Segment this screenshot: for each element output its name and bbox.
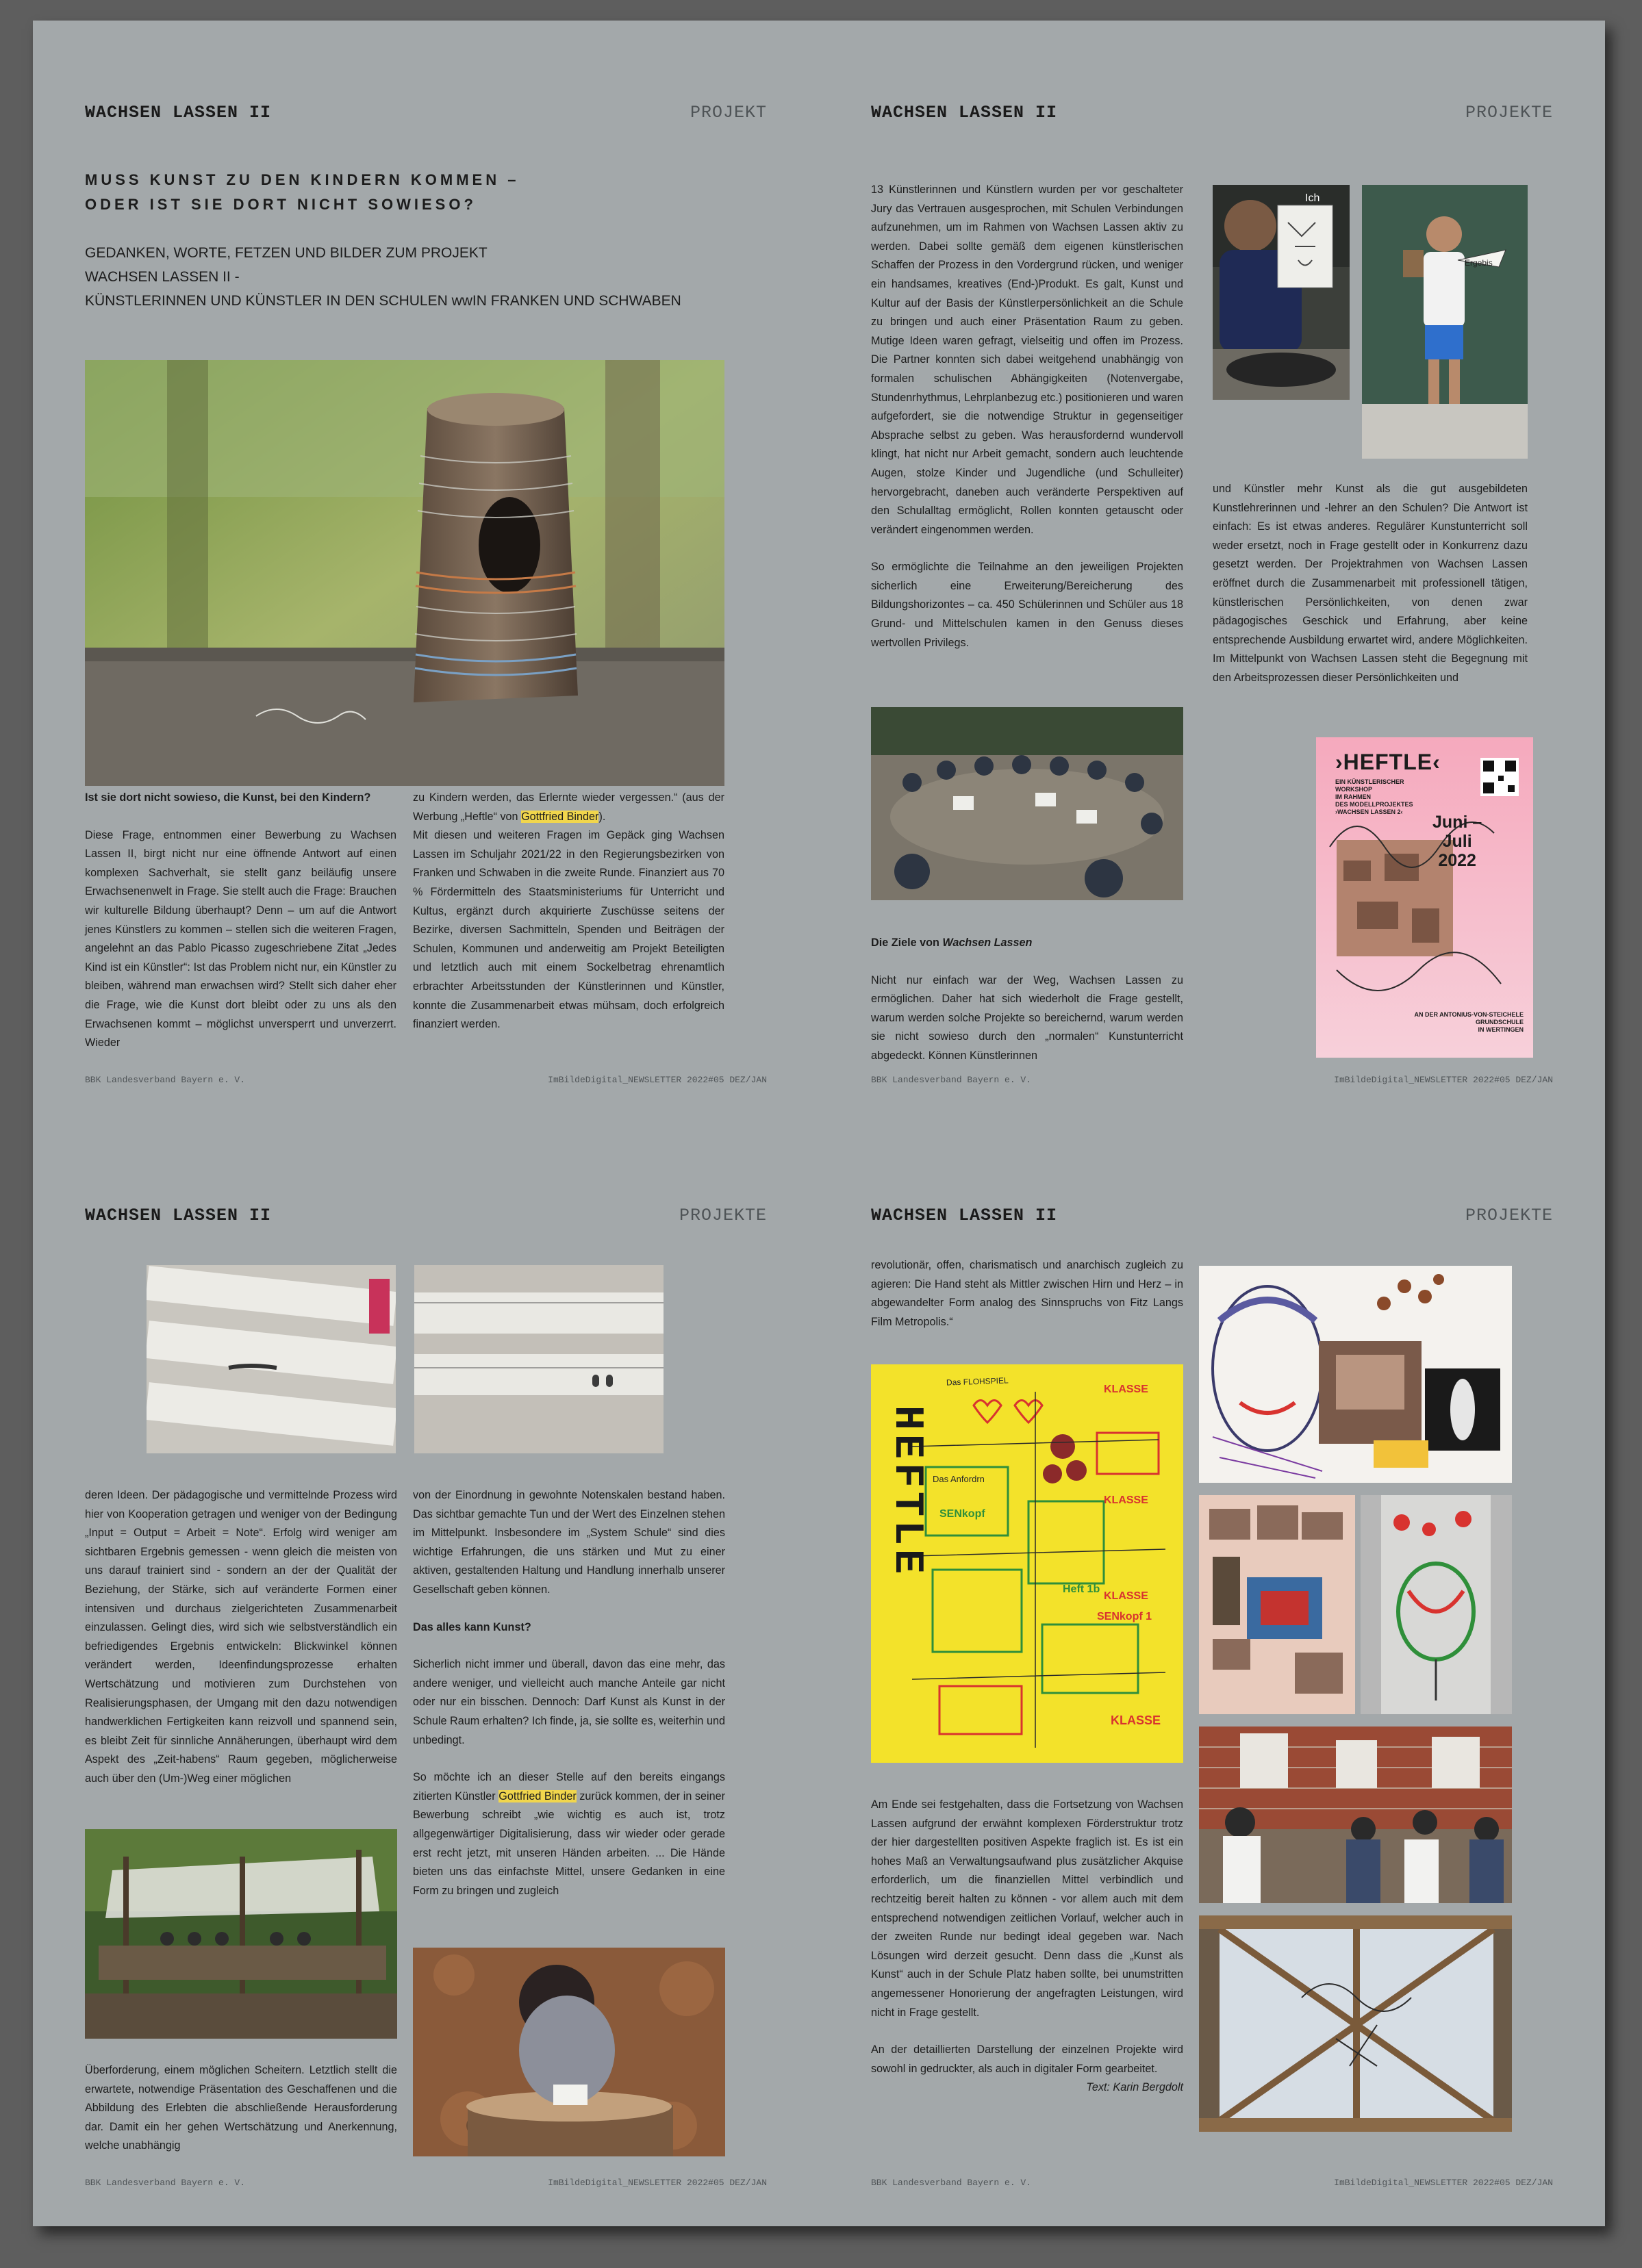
photo-sign-text: Ergebis	[1465, 258, 1493, 268]
body-paragraph: und Künstler mehr Kunst als die gut ausgebildeten Kunstlehrerinnen und -lehrer an den Schulen? Die Antwort ist einfach: Es ist etwas anderes. Regulärer Kunstunterricht soll weder ersetzt, noch in Frage gestellt oder in Konkurrenz dazu gesetzt werden. Der Projektrahmen von Wachsen Lassen eröffnet durch die Zusammenarbeit mit professionell tätigen, künstlerischen Persönlichkeiten, von denen zwar pädagogisches Geschick und Erfahrung, aber keine entsprechende Ausbildung erwartet wird, andere Möglichkeiten. Im Mittelpunkt von Wachsen Lassen steht die Begegnung mit den Arbeitsprozessen dieser Persönlichkeiten und	[1213, 483, 1528, 684]
photo-caption: Ist sie dort nicht sowieso, die Kunst, bei den Kindern?	[85, 791, 371, 804]
heftle-drawing	[871, 1364, 1183, 1763]
page-header-title: WACHSEN LASSEN II	[871, 1206, 1058, 1225]
collage-face	[1199, 1266, 1512, 1483]
text-column-bottom	[871, 1796, 1183, 2098]
page-1	[33, 21, 819, 1123]
text-column-right	[1213, 480, 1528, 688]
section-heading: Das alles kann Kunst?	[413, 1620, 531, 1633]
body-paragraph: von der Einordnung in gewohnte Notenskalen bestand haben. Das sichtbar gemachte Tun und der Wert des Einzelnen stehen im Mittelpunkt. Insbesondere im „System Schule“ sind dies wichtige Erfahrungen, die uns stärken und Mut zu einer aktiven, gestaltenden Haltung und Handlung innerhalb unserer Gesellschaft geben können.	[413, 1489, 725, 1596]
poster-date-line: Juli	[1442, 832, 1472, 851]
body-paragraph: An der detaillierten Darstellung der einzelnen Projekte wird sowohl in gedruckter, als auch in digitaler Form gearbeitet.	[871, 2043, 1183, 2075]
page-header-title: WACHSEN LASSEN II	[85, 103, 272, 123]
poster-school-line: GRUNDSCHULE	[1475, 1019, 1524, 1025]
poster-subtitle-line: EIN KÜNSTLERISCHER	[1335, 778, 1404, 785]
body-text: So möchte ich an dieser Stelle auf den bereits eingangs zitierten Künstler	[413, 1771, 725, 1802]
poster-dates	[1432, 813, 1482, 870]
body-paragraph: 13 Künstlerinnen und Künstlern wurden per vor geschalteter Jury das Vertrauen ausgesprochen, mit Schulen Verbindungen aufzunehmen, um im Rahmen von Wachsen Lassen aktiv zu werden. Dabei sollte gemäß dem eigenen künstlerischen Schaffen der Prozess in den Vordergrund rücken, und weniger ein handsames, kreatives (End-)Produkt. Es galt, Kunst und Kultur auf der Basis der Künstlerpersönlichkeit an die Schule zu bringen und auch einer Präsentation Raum zu geben. Mutige Ideen waren gefragt, vielseitig und offen im Prozess. Die Partner konnten sich dabei weitgehend unabhängig von formalen schulischen Abhängigkeiten (Notenvergabe, Stundenrhythmus, Lehrplanbezug etc.) positionieren und waren aufgefordert, sie die notwendige Struktur in gegenseitiger Absprache selbst zu geben. Was herausfordernd wundervoll klingt, hat nicht nur Arbeit gemacht, sondern auch leuchtende Augen, stolze Kinder und Jugendliche (und Schulleiter) hervorgebracht, daneben auch veränderte Perspektiven auf den Schulalltag ermöglicht, Rollen konnten getauscht oder verändert eingenommen werden.	[871, 183, 1183, 536]
page-header-title: WACHSEN LASSEN II	[85, 1206, 272, 1225]
footer-issue: ImBildeDigital_NEWSLETTER 2022#05 DEZ/JAN	[1334, 1075, 1553, 1085]
photo-paper-strips-2	[414, 1265, 664, 1453]
heftle-scribble: Das Anfordrn	[933, 1474, 985, 1484]
spread-sheet	[33, 21, 1605, 2226]
text-column-left-bottom	[871, 934, 1183, 1066]
photo-children-brick-wall	[1199, 1727, 1512, 1903]
photo-glass-roof	[1199, 1915, 1512, 2132]
text-column-left-bottom	[85, 2061, 397, 2156]
body-paragraph	[413, 789, 724, 826]
poster-subtitle-line: DES MODELLPROJEKTES	[1335, 801, 1413, 808]
photo-paper-strips-1	[147, 1265, 396, 1453]
photo-child-with-drawing	[1213, 185, 1350, 400]
article-title-line: MUSS KUNST ZU DEN KINDERN KOMMEN –	[85, 171, 520, 188]
body-paragraph: Am Ende sei festgehalten, dass die Fortsetzung von Wachsen Lassen aufgrund der erwähnt komplexen Förderstruktur trotz der hier dargestellten positiven Aspekte fraglich ist. Es ist ein hohes Maß an Verwaltungsaufwand plus zusätzlicher Akquise erforderlich, um die finanziellen Mittel verbindlich und rechtzeitig bereit halten zu können - vor allem auch mit dem entsprechend notwendigen zeitlichen Vorlauf, welcher auch in der zweiten Runde nur bedingt ideal gegeben war. Nach Lösungen wird derzeit gesucht. Denn dass die „Kunst als Kunst“ auch in der Schule Platz haben sollte, bei unumstritten angemessener Honorierung der angefragten Leistungen, wird nicht in Frage gestellt.	[871, 1798, 1183, 2019]
page-3	[33, 1123, 819, 2226]
photo-boy-at-blackboard	[1362, 185, 1528, 459]
photo-wood-structure	[85, 1829, 397, 2039]
page-header-section: PROJEKT	[690, 103, 767, 123]
footer-publisher: BBK Landesverband Bayern e. V.	[85, 2178, 246, 2188]
text-column-top	[871, 1256, 1183, 1332]
body-text: zurück kommen, der in seiner Bewerbung schreibt „wie wichtig es auch ist, trotz allgegenwärtiger Digitalisierung, dass wir wieder oder gerade erst recht jetzt, mit unseren Händen arbeiten. ... Die Hände bieten uns das einfachste Mittel, unsere Gedanken in eine Form zu bringen und zugleich	[413, 1789, 725, 1897]
article-subtitle-line: GEDANKEN, WORTE, FETZEN UND BILDER ZUM PROJEKT	[85, 245, 488, 261]
poster-subtitle-line: IM RAHMEN	[1335, 793, 1371, 800]
heftle-scribble: KLASSE	[1104, 1384, 1148, 1395]
article-title	[85, 168, 519, 217]
text-column-left	[85, 1486, 397, 1789]
heftle-scribble: SENkopf	[939, 1508, 985, 1520]
quote-text: zu Kindern werden, das Erlernte wieder vergessen.“ (aus der Werbung „Heftle“ von	[413, 791, 724, 823]
text-column-right	[413, 789, 724, 1034]
heftle-scribble: KLASSE	[1104, 1494, 1148, 1506]
article-title-line: ODER IST SIE DORT NICHT SOWIESO?	[85, 196, 477, 213]
heftle-scribble: SENkopf 1	[1097, 1611, 1152, 1622]
body-paragraph	[413, 1768, 725, 1900]
footer-issue: ImBildeDigital_NEWSLETTER 2022#05 DEZ/JAN	[548, 2178, 767, 2188]
article-subtitle-line: WACHSEN LASSEN II -	[85, 269, 240, 285]
text-credit: Text: Karin Bergdolt	[1086, 2081, 1183, 2094]
footer-publisher: BBK Landesverband Bayern e. V.	[85, 1075, 246, 1085]
page-header-section: PROJEKTE	[1465, 103, 1553, 123]
photo-wrapped-stump	[85, 360, 724, 786]
poster-school	[1414, 1011, 1524, 1034]
heftle-scribble: Heft 1b	[1063, 1583, 1100, 1595]
photo-badge-text: Ich	[1305, 192, 1320, 204]
page-4	[819, 1123, 1605, 2226]
poster-subtitle-line: ›WACHSEN LASSEN 2‹	[1335, 808, 1403, 815]
section-heading-emphasis: Wachsen Lassen	[942, 936, 1033, 949]
footer-issue: ImBildeDigital_NEWSLETTER 2022#05 DEZ/JAN	[548, 1075, 767, 1085]
page-header-title: WACHSEN LASSEN II	[871, 103, 1058, 123]
page-header-section: PROJEKTE	[679, 1206, 767, 1225]
article-subtitle-line: KÜNSTLERINNEN UND KÜNSTLER IN DEN SCHULEN wwIN FRANKEN UND SCHWABEN	[85, 293, 681, 309]
artist-name-highlight: Gottfried Binder	[521, 810, 599, 823]
body-paragraph: deren Ideen. Der pädagogische und vermittelnde Prozess wird hier von Kooperation getragen und weniger von der Bedingung „Input = Output = Arbeit = Note“. Erfolg wird weniger am sichtbaren Ergebnis gemessen - wenn gleich die meisten von uns darauf trainiert sind - sondern an der der Qualität der Beziehung, der Stärke, sich auf veränderte Formen einer intensiven und durchaus zielgerichteten Zusammenarbeit einzulassen. Gelingt dies, wird sich wie selbstverständlich ein befriedigendes Ergebnis entwickeln: Blickwinkel können verändert werden, Ideenfindungsprozesse erhalten Wertschätzung und motivieren zum Durchstehen von Realisierungsphasen, der Umgang mit den dazu notwendigen handwerklichen Fertigkeiten kann reizvoll und spannend sein, es bleibt Zeit für sinnliche Annäherungen, überhaupt wird dem Aspekt des „Zeit-habens“ Raum gegeben, möglicherweise auch über den (Um-)Weg einer möglichen	[85, 1489, 397, 1785]
text-column-left	[871, 181, 1183, 652]
artist-name-highlight: Gottfried Binder	[498, 1789, 577, 1802]
quote-end: ).	[598, 810, 606, 823]
poster-date-line: Juni –	[1432, 813, 1482, 832]
body-paragraph: revolutionär, offen, charismatisch und anarchisch zugleich zu agieren: Die Hand steht als Mittler zwischen Hirn und Herz – in abgewandelter Form analog des Sinnspruchs von Fitz Langs Film Metropolis.“	[871, 1259, 1183, 1328]
photo-student-circle	[871, 707, 1183, 900]
body-paragraph: Diese Frage, entnommen einer Bewerbung zu Wachsen Lassen II, birgt nicht nur eine öffnende Antwort auf einen komplexen Sachverhalt, sie stellt ganz beiläufig unsere Erwachsenenwelt in Frage. Sie stellt auch die Frage: Brauchen wir kulturelle Bildung überhaupt? Denn – um auf die Antwort jenes Künstlers zu kommen – stellen sich die weiteren Fragen, angelehnt an das Pablo Picasso zugeschriebene Zitat „Jedes Kind ist ein Künstler“: Ist das Problem nicht nur, ein Künstler zu bleiben, während man erwachsen wird? Stellt sich daher eher die Frage, wie die Kunst dort bleibt oder zu uns als den Erwachsenen kommt – möglichst unversperrt und unverzerrt. Wieder	[85, 828, 396, 1049]
poster-subtitle-line: WORKSHOP	[1335, 786, 1372, 793]
photo-girl-writing	[413, 1948, 725, 2156]
heftle-vertical-title: HEFTLE	[883, 1405, 930, 1579]
footer-publisher: BBK Landesverband Bayern e. V.	[871, 2178, 1032, 2188]
heftle-scribble: Das FLOHSPIEL	[946, 1375, 1009, 1388]
text-column-right	[413, 1486, 725, 1900]
section-heading	[871, 934, 1183, 953]
heftle-scribble: KLASSE	[1111, 1713, 1161, 1727]
article-subtitle	[85, 241, 681, 313]
poster-title: ›HEFTLE‹	[1335, 750, 1441, 774]
body-paragraph: Überforderung, einem möglichen Scheitern. Letztlich stellt die erwartete, notwendige Präsentation des Geschaffenen und die Abbildung des Erlebten die abschließende Herausforderung dar. Damit ein her gehen Wertschätzung und Anerkennung, welche unabhängig	[85, 2064, 397, 2152]
footer-issue: ImBildeDigital_NEWSLETTER 2022#05 DEZ/JAN	[1334, 2178, 1553, 2188]
body-paragraph: Nicht nur einfach war der Weg, Wachsen Lassen zu ermöglichen. Daher hat sich wiederholt die Frage gestellt, warum werden solche Projekte so bereichernd, warum werden sie nicht sowieso durch den „normalen“ Kunstunterricht abgedeckt. Können Künstlerinnen	[871, 973, 1183, 1062]
poster-date-line: 2022	[1438, 851, 1476, 870]
poster-school-line: AN DER ANTONIUS-VON-STEICHELE	[1414, 1011, 1524, 1018]
body-paragraph: Mit diesen und weiteren Fragen im Gepäck ging Wachsen Lassen im Schuljahr 2021/22 in den Regierungsbezirken von Franken und Schwaben in die zweite Runde. Finanziert aus 70 % Fördermitteln des Staatsministeriums für Unterricht und Kultus, ergänzt durch akquirierte Zuschüsse seitens der Bezirke, diversen Sachmitteln, Spenden und Beiträgen der Schulen, Kommunen und anderweitig am Projekt Beteiligten und letztlich auch mit einem Sockelbetrag ehrenamtlich erbrachter Arbeitsstunden der Künstlerinnen und Künstler, konnte die Zusammenarbeit etwas mühsam, doch erfolgreich finanziert werden.	[413, 829, 724, 1031]
drawing-figure	[1361, 1495, 1512, 1714]
section-heading-text: Die Ziele von	[871, 936, 943, 949]
page-2	[819, 21, 1605, 1123]
text-column-left	[85, 789, 396, 1053]
body-paragraph: Sicherlich nicht immer und überall, davon das eine mehr, das andere weniger, und vielleicht auch manche Anteile gar nicht oder nur ein bisschen. Dennoch: Darf Kunst als Kunst in der Schule Raum erhalten? Ich finde, ja, sie sollte es, weiterhin und unbedingt.	[413, 1658, 725, 1746]
collage-photos	[1199, 1495, 1355, 1714]
page-header-section: PROJEKTE	[1465, 1206, 1553, 1225]
heftle-scribble: KLASSE	[1104, 1590, 1148, 1602]
body-paragraph: So ermöglichte die Teilnahme an den jeweiligen Projekten sicherlich eine Erweiterung/Bereicherung des Bildungshorizontes – ca. 450 Schülerinnen und Schüler aus 18 Grund- und Mittelschulen kamen in den Genuss dieses wertvollen Privilegs.	[871, 561, 1183, 649]
poster-subtitle	[1335, 778, 1413, 816]
footer-publisher: BBK Landesverband Bayern e. V.	[871, 1075, 1032, 1085]
poster-school-line: IN WERTINGEN	[1478, 1026, 1524, 1033]
heftle-poster	[1316, 737, 1533, 1058]
